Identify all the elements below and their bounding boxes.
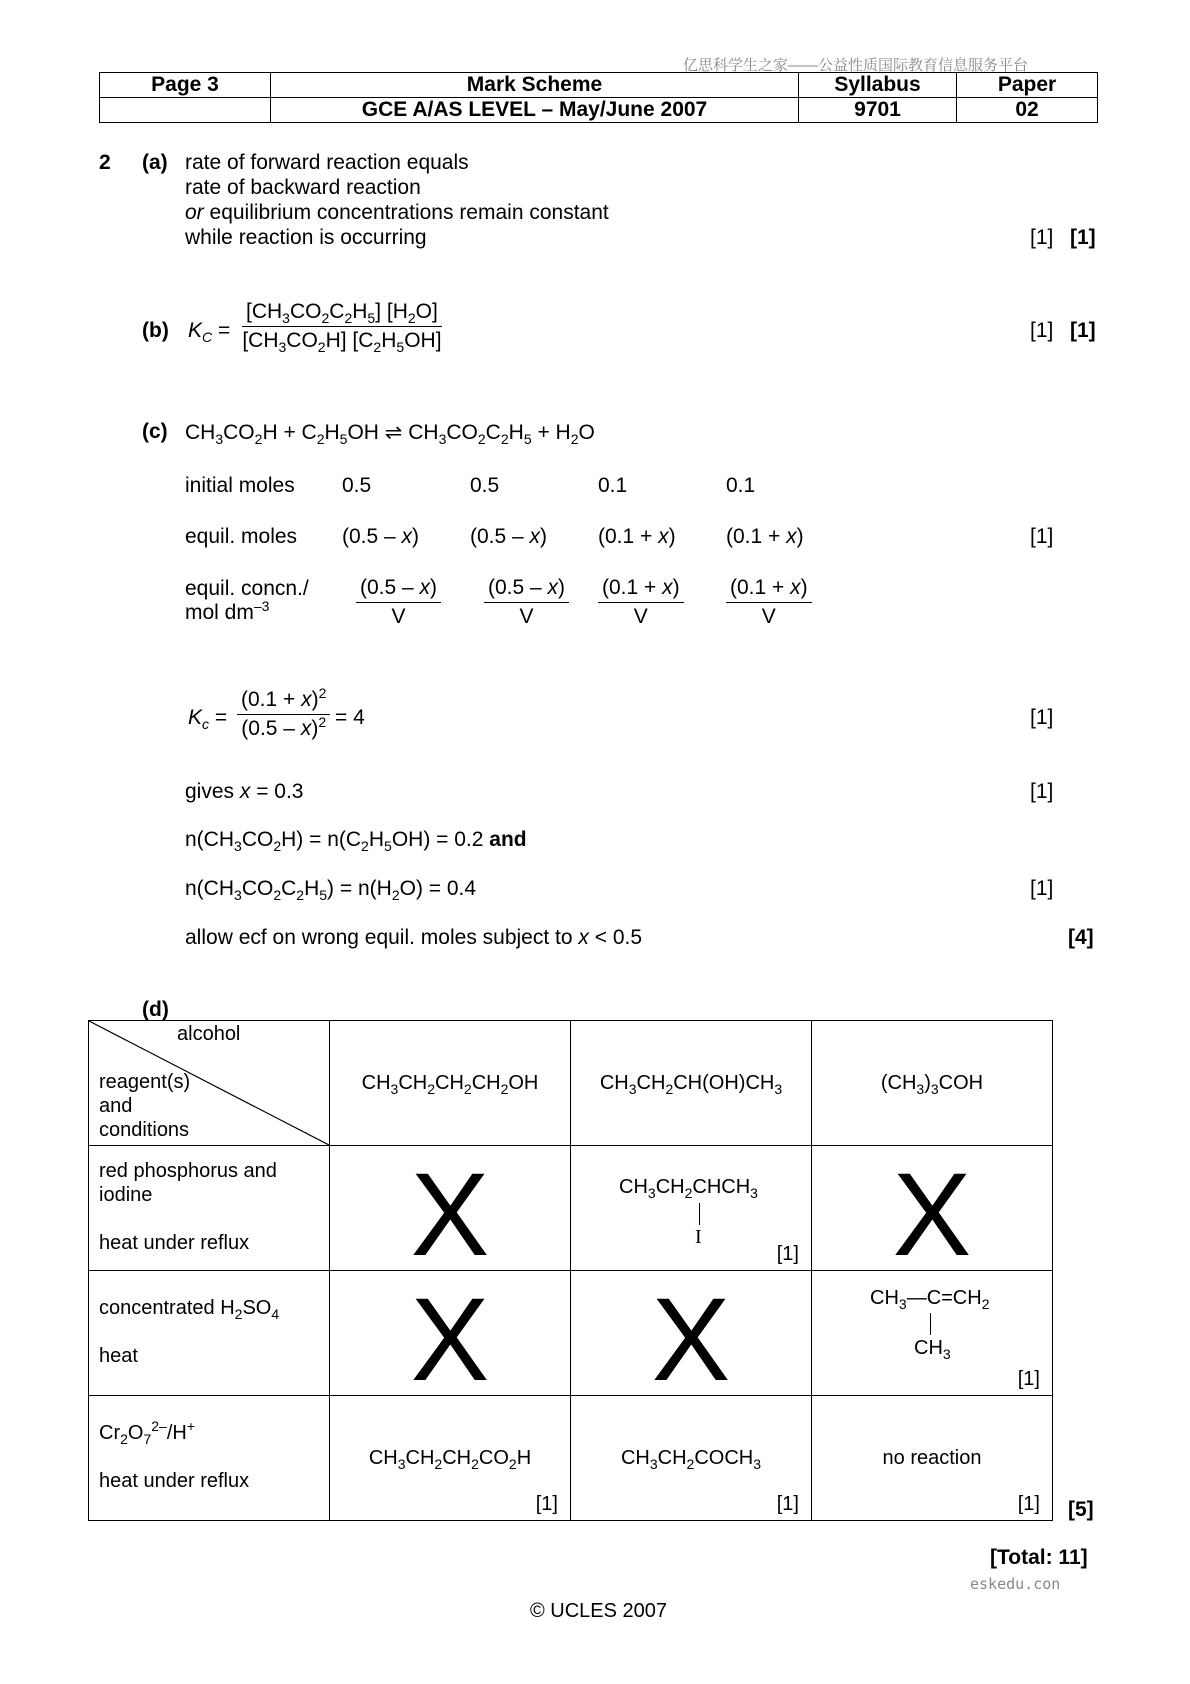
cell-r3-c3-mark: [1]	[1017, 1493, 1040, 1515]
part-d-label: (d)	[142, 998, 169, 1021]
cell-r1-c3	[812, 1146, 1053, 1281]
equil-moles-2: (0.5 – x)	[470, 525, 548, 548]
header-page: Page 3	[100, 73, 271, 98]
header-exam: GCE A/AS LEVEL – May/June 2007	[271, 98, 799, 123]
row2-line2: heat	[99, 1345, 138, 1367]
cross-mark: X	[410, 1149, 490, 1281]
initial-moles-label: initial moles	[185, 474, 295, 497]
methylpropene-formula: $CH_3—C=CH_2$	[870, 1287, 990, 1312]
part-b-mark: [1]	[1030, 319, 1054, 342]
row1-line3: heat under reflux	[99, 1232, 250, 1254]
watermark-bottom: eskedu.con	[970, 1575, 1061, 1593]
part-a-line2: rate of backward reaction	[185, 176, 421, 199]
cell-r3-c1	[330, 1396, 571, 1521]
cell-r3-c2-mark: [1]	[776, 1493, 799, 1515]
header-methylpropan-2-ol: $(CH_3)_3COH$	[812, 1021, 1053, 1146]
kc-symbol-b: $K_C$ =	[188, 319, 231, 345]
part-d-total: [5]	[1068, 1498, 1094, 1521]
cell-r2-c3-mark: [1]	[1017, 1368, 1040, 1390]
row-red-phosphorus	[89, 1146, 330, 1271]
kc-mark: [1]	[1030, 706, 1054, 729]
cell-r3-c3	[812, 1396, 1053, 1521]
concn-fraction-4: $\frac{(0.1 + x)}{V}$	[726, 576, 812, 629]
watermark-top: 亿思科学生之家——公益性质国际教育信息服务平台	[683, 57, 1029, 74]
gives-x-mark: [1]	[1030, 780, 1054, 803]
header-title: Mark Scheme	[271, 73, 799, 98]
grand-total: [Total: 11]	[990, 1546, 1088, 1569]
corner-header-cell	[89, 1021, 330, 1146]
part-b-label: (b)	[142, 319, 169, 342]
header-paper-number: 02	[957, 98, 1098, 123]
cross-mark: X	[651, 1274, 731, 1406]
part-a-line3	[185, 201, 609, 225]
part-c-total: [4]	[1068, 926, 1094, 949]
equil-moles-4: (0.1 + x)	[726, 525, 804, 548]
row1-line2: iodine	[99, 1184, 153, 1206]
header-empty-cell	[100, 98, 271, 123]
equil-moles-mark: [1]	[1030, 525, 1054, 548]
equil-moles-label: equil. moles	[185, 525, 298, 548]
row3-line1: $Cr_2O_7^{2-}/H^+$	[99, 1418, 196, 1447]
part-c-label: (c)	[142, 420, 168, 443]
initial-moles-4: 0.1	[726, 474, 756, 497]
header-syllabus-label: Syllabus	[799, 73, 957, 98]
amounts-mark: [1]	[1030, 877, 1054, 900]
part-a-line3-rest: equilibrium concentrations remain constant	[203, 201, 609, 224]
cell-r3-c1-mark: [1]	[535, 1493, 558, 1515]
part-a-line4: while reaction is occurring	[185, 226, 427, 249]
allow-ecf-line: allow ecf on wrong equil. moles subject to x < 0.5	[185, 926, 643, 949]
initial-moles-1: 0.5	[342, 474, 372, 497]
iodobutane-formula: $CH_3CH_2CHCH_3$	[619, 1176, 758, 1201]
iodo-I: I	[695, 1226, 702, 1248]
butanone: $CH_3CH_2COCH_3$	[620, 1446, 762, 1472]
kc-fraction-b: $\frac{[CH_3CO_2C_2H_5] [H_2O]}{[CH_3CO_2H] [C_2H_5OH]}$	[242, 300, 442, 355]
cell-r1-c2-mark: [1]	[776, 1243, 799, 1265]
kc-symbol-c: $K_c$ =	[188, 706, 228, 732]
concn-label-line1: equil. concn./	[185, 577, 309, 600]
part-b-total: [1]	[1070, 319, 1096, 342]
cell-r1-c2	[571, 1146, 812, 1271]
part-a-total: [1]	[1070, 226, 1096, 249]
question-number: 2	[99, 151, 111, 174]
gives-x-line: gives x = 0.3	[185, 780, 304, 803]
corner-reagent-label2: and	[99, 1095, 133, 1117]
iodo-bond-line	[699, 1203, 700, 1225]
reagent-alcohol-table	[88, 1020, 1053, 1521]
concn-label-line2: mol $dm^{-3}$	[185, 598, 270, 624]
row-dichromate	[89, 1396, 330, 1521]
row3-line2: heat under reflux	[99, 1470, 250, 1492]
equil-moles-1: (0.5 – x)	[342, 525, 420, 548]
header-table	[99, 72, 1098, 123]
part-a-or: or	[185, 201, 204, 224]
corner-alcohol-label: alcohol	[177, 1023, 241, 1045]
methyl-branch: $CH_3$	[914, 1337, 951, 1362]
initial-moles-2: 0.5	[470, 474, 500, 497]
kc-equals-4: = 4	[335, 706, 365, 729]
cross-mark: X	[410, 1274, 490, 1406]
row1-line1: red phosphorus and	[99, 1160, 277, 1182]
amounts-acid-alcohol: $n(CH_3CO_2H) = n(C_2H_5OH) = 0.2$ and	[185, 828, 527, 854]
initial-moles-3: 0.1	[598, 474, 628, 497]
cell-r2-c2	[571, 1271, 812, 1406]
amounts-ester-water: $n(CH_3CO_2C_2H_5) = n(H_2O) = 0.4$	[185, 877, 477, 903]
corner-reagent-label3: conditions	[99, 1119, 190, 1141]
cell-r2-c1	[330, 1271, 571, 1406]
row-conc-sulfuric	[89, 1271, 330, 1396]
corner-reagent-label1: reagent(s)	[99, 1071, 191, 1093]
concn-fraction-1: $\frac{(0.5 - x)}{V}$	[356, 576, 441, 629]
concn-fraction-3: $\frac{(0.1 + x)}{V}$	[598, 576, 684, 629]
butanoic-acid: $CH_3CH_2CH_2CO_2H$	[368, 1446, 532, 1472]
part-a-line1: rate of forward reaction equals	[185, 151, 469, 174]
part-a-mark: [1]	[1030, 226, 1054, 249]
concn-fraction-2: $\frac{(0.5 - x)}{V}$	[484, 576, 569, 629]
equil-moles-3: (0.1 + x)	[598, 525, 676, 548]
cell-r3-c2	[571, 1396, 812, 1521]
footer-copyright: © UCLES 2007	[530, 1600, 668, 1622]
row2-line1: concentrated $H_2SO_4$	[99, 1297, 280, 1322]
header-paper-label: Paper	[957, 73, 1098, 98]
header-butan-1-ol: $CH_3CH_2CH_2CH_2OH$	[330, 1021, 571, 1146]
header-syllabus-code: 9701	[799, 98, 957, 123]
header-butan-2-ol: $CH_3CH_2CH(OH)CH_3$	[571, 1021, 812, 1146]
cross-mark: X	[892, 1149, 972, 1281]
methyl-bond-line	[930, 1313, 931, 1335]
cell-r2-c3	[812, 1271, 1053, 1396]
esterification-equation: $CH_3CO_2H + C_2H_5OH$ ⇌ $CH_3CO_2C_2H_5 + H_2O$	[185, 421, 595, 447]
no-reaction: no reaction	[882, 1446, 982, 1469]
cell-r1-c1	[330, 1146, 571, 1281]
part-a-label: (a)	[142, 151, 168, 174]
kc-fraction-c: $\frac{(0.1 + x)^2}{(0.5 - x)^2}$	[237, 688, 330, 741]
